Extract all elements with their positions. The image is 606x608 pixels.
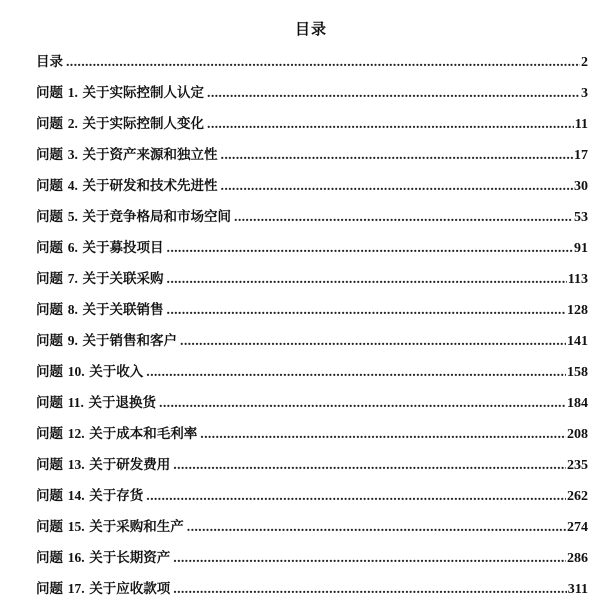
dot-leader — [221, 148, 573, 164]
toc-entry[interactable] — [36, 174, 588, 205]
toc-entry[interactable] — [36, 143, 588, 174]
table-of-contents — [36, 50, 588, 608]
toc-entry-page: 208 — [567, 427, 588, 442]
dot-leader — [173, 458, 566, 474]
toc-entry-label: 问题 15. 关于采购和生产 — [36, 519, 184, 535]
dot-leader — [173, 582, 566, 598]
toc-entry-page: 286 — [567, 551, 588, 566]
toc-entry-label: 问题 17. 关于应收款项 — [36, 581, 171, 597]
dot-leader — [146, 365, 566, 381]
toc-entry-page: 141 — [567, 334, 588, 349]
dot-leader — [167, 272, 567, 288]
toc-entry[interactable] — [36, 205, 588, 236]
dot-leader — [159, 396, 566, 412]
toc-entry-page: 311 — [567, 582, 588, 597]
toc-entry-label: 问题 12. 关于成本和毛利率 — [36, 426, 198, 442]
dot-leader — [200, 427, 566, 443]
toc-entry-page: 53 — [574, 210, 588, 225]
toc-entry-label: 问题 4. 关于研发和技术先进性 — [36, 178, 218, 194]
toc-entry[interactable] — [36, 422, 588, 453]
toc-entry-label: 问题 8. 关于关联销售 — [36, 302, 164, 318]
toc-entry-page: 17 — [574, 148, 588, 163]
toc-entry-label: 问题 16. 关于长期资产 — [36, 550, 171, 566]
toc-entry-label: 问题 3. 关于资产来源和独立性 — [36, 147, 218, 163]
toc-entry[interactable] — [36, 329, 588, 360]
toc-entry[interactable] — [36, 50, 588, 81]
toc-entry[interactable] — [36, 112, 588, 143]
toc-entry-label: 问题 11. 关于退换货 — [36, 395, 157, 411]
toc-entry-page: 235 — [567, 458, 588, 473]
toc-entry-label: 问题 14. 关于存货 — [36, 488, 144, 504]
toc-entry-page: 113 — [567, 272, 588, 287]
dot-leader — [180, 334, 566, 350]
dot-leader — [167, 303, 566, 319]
toc-entry[interactable] — [36, 267, 588, 298]
toc-entry-page: 91 — [574, 241, 588, 256]
dot-leader — [167, 241, 573, 257]
toc-entry-label: 问题 10. 关于收入 — [36, 364, 144, 380]
toc-entry[interactable] — [36, 577, 588, 608]
toc-entry-label: 问题 6. 关于募投项目 — [36, 240, 164, 256]
toc-entry-label: 问题 13. 关于研发费用 — [36, 457, 171, 473]
toc-entry-page: 128 — [567, 303, 588, 318]
toc-entry[interactable] — [36, 360, 588, 391]
toc-entry-label: 目录 — [36, 54, 63, 70]
dot-leader — [173, 551, 566, 567]
toc-entry[interactable] — [36, 453, 588, 484]
dot-leader — [66, 55, 580, 71]
toc-entry[interactable] — [36, 484, 588, 515]
toc-entry[interactable] — [36, 391, 588, 422]
toc-entry[interactable] — [36, 81, 588, 112]
dot-leader — [234, 210, 573, 226]
toc-entry-page: 158 — [567, 365, 588, 380]
dot-leader — [207, 117, 574, 133]
toc-entry-page: 262 — [567, 489, 588, 504]
toc-entry-page: 184 — [567, 396, 588, 411]
toc-entry[interactable] — [36, 546, 588, 577]
dot-leader — [207, 86, 580, 102]
toc-entry-page: 30 — [574, 179, 588, 194]
toc-entry-label: 问题 1. 关于实际控制人认定 — [36, 85, 205, 101]
toc-entry[interactable] — [36, 298, 588, 329]
toc-entry-page: 274 — [567, 520, 588, 535]
toc-entry[interactable] — [36, 515, 588, 546]
toc-entry[interactable] — [36, 236, 588, 267]
page-title: 目录 — [294, 20, 327, 38]
toc-entry-label: 问题 5. 关于竞争格局和市场空间 — [36, 209, 232, 225]
toc-entry-label: 问题 9. 关于销售和客户 — [36, 333, 178, 349]
dot-leader — [221, 179, 573, 195]
toc-entry-label: 问题 2. 关于实际控制人变化 — [36, 116, 205, 132]
dot-leader — [187, 520, 566, 536]
toc-entry-page: 3 — [581, 86, 588, 101]
toc-entry-page: 11 — [574, 117, 588, 132]
dot-leader — [146, 489, 566, 505]
toc-entry-page: 2 — [581, 55, 588, 70]
toc-entry-label: 问题 7. 关于关联采购 — [36, 271, 164, 287]
